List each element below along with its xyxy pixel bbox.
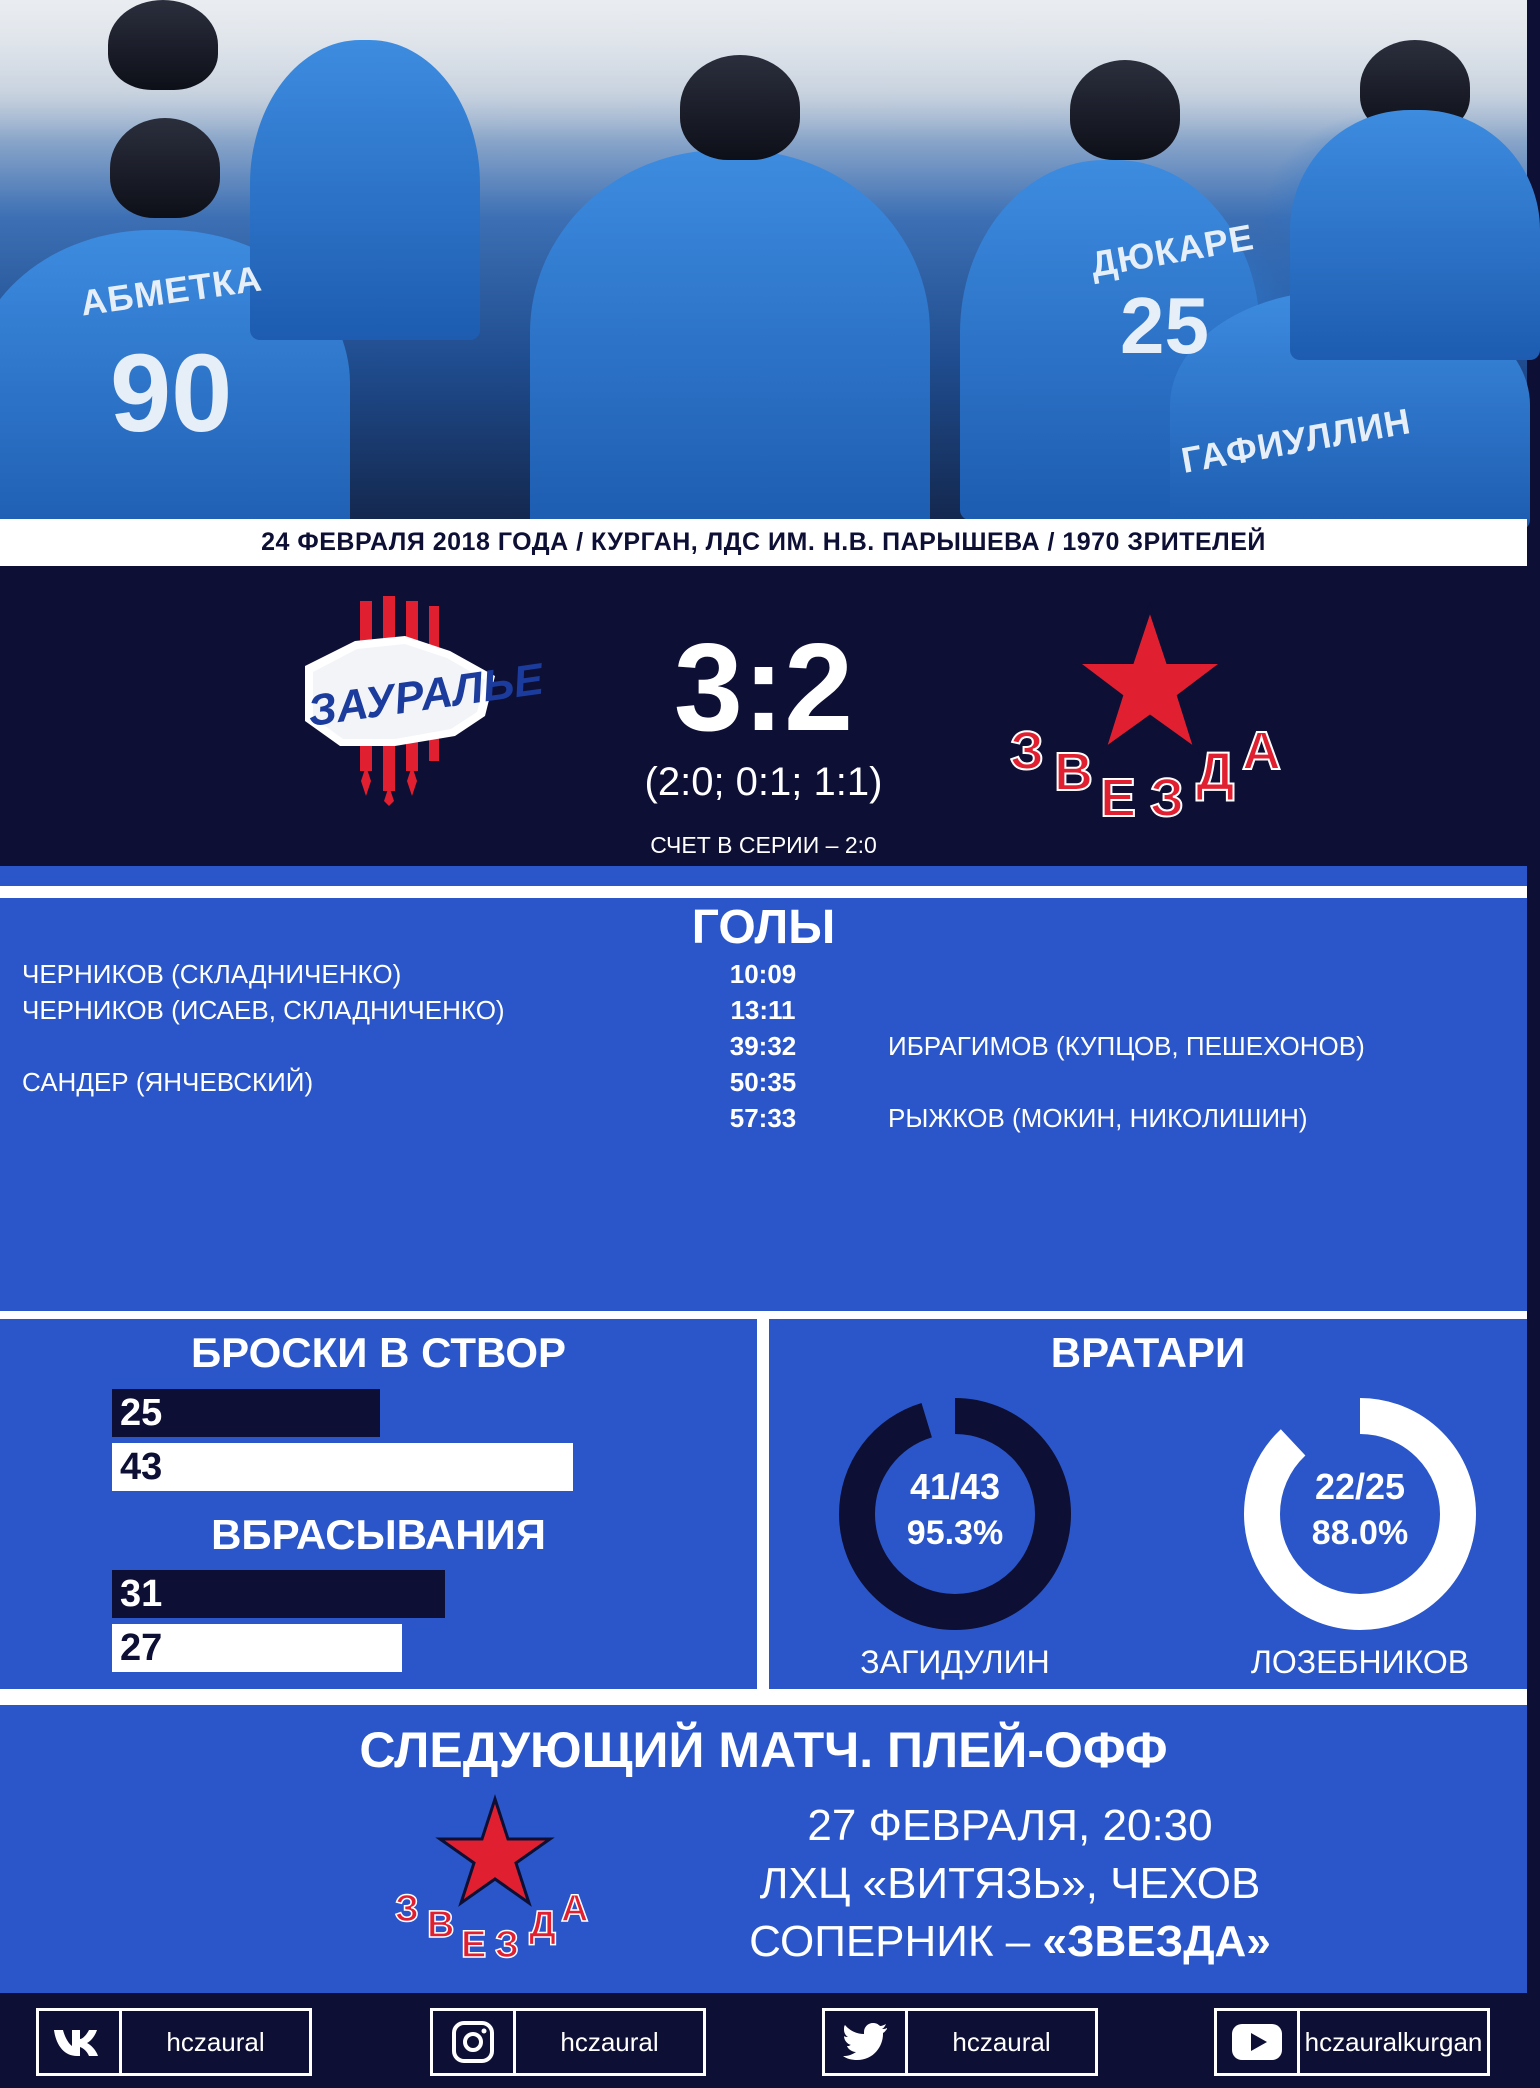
home-goalie [825, 1394, 1085, 1680]
next-match-venue: ЛХЦ «ВИТЯЗЬ», ЧЕХОВ [759, 1859, 1261, 1908]
vk-icon [39, 2011, 119, 2073]
goal-row [0, 1100, 1527, 1136]
next-match-opponent: «ЗВЕЗДА» [1042, 1917, 1271, 1966]
zvezda-logo [1010, 604, 1290, 828]
youtube-icon [1217, 2011, 1297, 2073]
youtube-handle: hczauralkurgan [1297, 2011, 1487, 2073]
goal-away-scorer: РЫЖКОВ (МОКИН, НИКОЛИШИН) [888, 1103, 1308, 1133]
instagram-handle: hczaural [513, 2011, 703, 2073]
vk-handle: hczaural [119, 2011, 309, 2073]
series-score: СЧЕТ В СЕРИИ – 2:0 [650, 832, 877, 858]
away-goalie-saves: 22/25 [1314, 1466, 1406, 1507]
shots-home-bar: 25 [112, 1389, 380, 1437]
zvezda-letter-6: А [1242, 721, 1281, 781]
hero-team-photo [0, 0, 1527, 519]
final-score: 3:2 [673, 619, 854, 757]
goalies-title: ВРАТАРИ [1050, 1329, 1246, 1376]
goal-row [0, 956, 1527, 992]
jersey-name-2: ДЮКАРЕ [1087, 216, 1257, 286]
goal-row [0, 992, 1527, 1028]
goal-time: 13:11 [730, 995, 796, 1025]
social-youtube-link[interactable] [1214, 2008, 1490, 2076]
home-goalie-name: ЗАГИДУЛИН [860, 1644, 1050, 1680]
next-zvezda-letter-4: З [495, 1924, 519, 1966]
instagram-icon [433, 2011, 513, 2073]
social-vk-link[interactable] [36, 2008, 312, 2076]
goal-time: 39:32 [729, 1031, 797, 1061]
stats-vertical-divider [757, 1311, 769, 1697]
zvezda-letter-2: В [1054, 742, 1093, 802]
goal-row [0, 1028, 1527, 1064]
shots-away-bar: 43 [112, 1443, 573, 1491]
next-match-date: 27 ФЕВРАЛЯ, 20:30 [807, 1801, 1213, 1850]
jersey-number-1: 90 [110, 332, 233, 455]
social-instagram-link[interactable] [430, 2008, 706, 2076]
goal-home-scorer: ЧЕРНИКОВ (СКЛАДНИЧЕНКО) [22, 959, 402, 989]
faceoffs-title: ВБРАСЫВАНИЯ [211, 1511, 546, 1558]
goal-time: 50:35 [729, 1067, 797, 1097]
home-goalie-pct: 95.3% [906, 1514, 1004, 1552]
goal-row [0, 1064, 1527, 1100]
away-goalie-name: ЛОЗЕБНИКОВ [1250, 1644, 1470, 1680]
goal-time: 57:33 [729, 1103, 797, 1133]
faceoffs-away-bar: 27 [112, 1624, 402, 1672]
next-zvezda-letter-5: Д [529, 1904, 557, 1946]
divider-3 [0, 1689, 1527, 1705]
faceoffs-home-bar: 31 [112, 1570, 445, 1618]
goals-section [0, 898, 1527, 1311]
zaurale-logo [285, 596, 547, 806]
next-match-section [0, 1705, 1527, 1993]
twitter-icon [825, 2011, 905, 2073]
jersey-name-3: ГАФИУЛЛИН [1178, 400, 1414, 481]
home-goalie-saves: 41/43 [909, 1466, 1001, 1507]
zvezda-letter-3: Е [1100, 768, 1137, 828]
social-twitter-link[interactable] [822, 2008, 1098, 2076]
away-goalie-pct: 88.0% [1311, 1514, 1409, 1552]
next-zvezda-letter-1: З [395, 1888, 419, 1930]
goals-title: ГОЛЫ [691, 901, 836, 954]
next-zvezda-letter-2: В [427, 1904, 455, 1946]
next-match-opponent-line [560, 1917, 1460, 1967]
zvezda-letter-1: З [1010, 721, 1044, 781]
match-info-strip: 24 ФЕВРАЛЯ 2018 ГОДА / КУРГАН, ЛДС ИМ. Н.В. ПАРЫШЕВА / 1970 ЗРИТЕЛЕЙ [0, 519, 1527, 566]
stats-section [0, 1319, 757, 1689]
zvezda-letter-5: Д [1196, 742, 1235, 802]
zaurale-logo-text: ЗАУРАЛЬЕ [304, 654, 547, 736]
jersey-number-2: 25 [1120, 281, 1209, 370]
shots-title: БРОСКИ В СТВОР [190, 1329, 567, 1376]
goal-home-scorer: ЧЕРНИКОВ (ИСАЕВ, СКЛАДНИЧЕНКО) [22, 995, 505, 1025]
period-scores: (2:0; 0:1; 1:1) [644, 760, 883, 804]
goalies-section [769, 1319, 1527, 1689]
zvezda-letter-4: З [1150, 768, 1184, 828]
next-zvezda-letter-6: А [561, 1888, 589, 1930]
twitter-handle: hczaural [905, 2011, 1095, 2073]
goal-time: 10:09 [729, 959, 797, 989]
jersey-name-1: АБМЕТКА [77, 257, 265, 324]
score-panel-underline [0, 866, 1527, 886]
next-zvezda-letter-3: Е [461, 1924, 487, 1966]
next-match-opponent-prefix: СОПЕРНИК – [749, 1917, 1043, 1966]
next-match-title: СЛЕДУЮЩИЙ МАТЧ. ПЛЕЙ-ОФФ [359, 1722, 1168, 1778]
away-goalie [1230, 1394, 1490, 1680]
score-panel [0, 566, 1527, 866]
goal-home-scorer: САНДЕР (ЯНЧЕВСКИЙ) [22, 1067, 314, 1097]
divider-1 [0, 886, 1527, 898]
goal-away-scorer: ИБРАГИМОВ (КУПЦОВ, ПЕШЕХОНОВ) [888, 1031, 1365, 1061]
